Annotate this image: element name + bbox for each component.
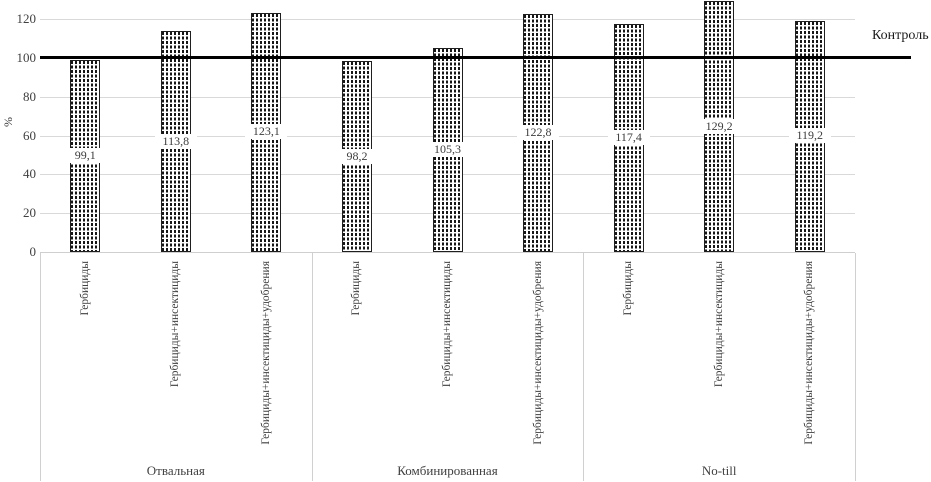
group-label-2: Комбинированная <box>397 463 498 478</box>
y-tick-label-40: 40 <box>23 166 36 182</box>
y-tick-label-60: 60 <box>23 127 36 143</box>
bar-data-label: 105,3 <box>427 142 469 157</box>
x-axis-line <box>40 252 855 253</box>
bar-category-label: Гербициды+инсектициды+удобрения <box>259 261 272 445</box>
control-line-label: Контроль <box>872 28 929 43</box>
bar-category-label: Гербициды <box>622 261 635 316</box>
bar-category-label: Гербициды+инсектициды+удобрения <box>531 261 544 445</box>
bar-data-label: 122,8 <box>517 125 559 140</box>
bar-data-label: 98,2 <box>336 149 378 164</box>
bar-data-label: 117,4 <box>608 130 650 145</box>
category-area-border <box>40 253 41 481</box>
bar-category-label: Гербициды+инсектициды+удобрения <box>803 261 816 445</box>
bar-category-label: Гербициды <box>78 261 91 316</box>
group-label-3: No-till <box>701 463 737 478</box>
bar-data-label: 99,1 <box>64 148 106 163</box>
group-separator <box>583 253 584 481</box>
control-reference-line <box>40 56 911 59</box>
y-tick-label-0: 0 <box>29 244 36 259</box>
y-tick-label-80: 80 <box>23 88 36 104</box>
y-tick-label-20: 20 <box>23 205 36 221</box>
bar-category-label: Гербициды+инсектициды <box>441 261 453 388</box>
group-separator <box>312 253 313 481</box>
category-area-border <box>855 253 856 481</box>
bar-data-label: 123,1 <box>245 124 287 139</box>
bar-data-label: 113,8 <box>155 134 197 149</box>
bar-data-label: 129,2 <box>698 119 740 134</box>
group-label-1: Отвальная <box>146 463 205 478</box>
y-tick-label-120: 120 <box>16 11 36 26</box>
bar-data-label: 119,2 <box>789 128 831 143</box>
y-tick-label-100: 100 <box>16 49 36 65</box>
bar-category-label: Гербициды <box>350 261 363 316</box>
y-axis-title: % <box>1 117 15 127</box>
bar-category-label: Гербициды+инсектициды <box>169 261 182 388</box>
bar-category-label: Гербициды+инсектициды <box>712 261 725 388</box>
